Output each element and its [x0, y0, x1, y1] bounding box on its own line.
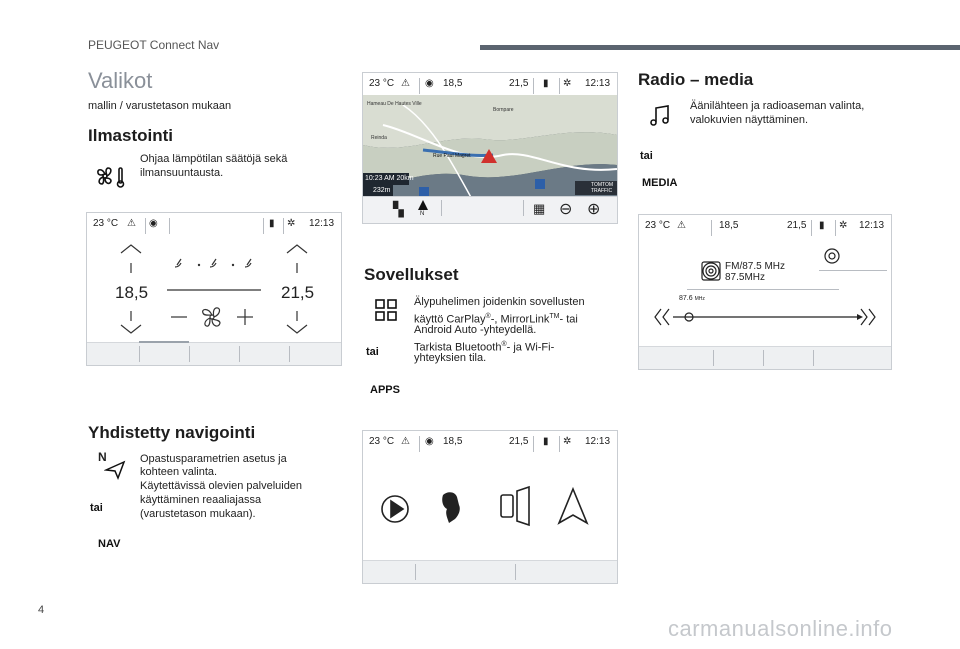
section-title-sovellukset: Sovellukset	[364, 265, 459, 284]
settings-icon: ✲	[839, 220, 848, 231]
dial-value: 87.6 MHz	[679, 295, 705, 302]
valikot-subtitle: mallin / varustetason mukaan	[88, 100, 232, 112]
nav-tai: tai	[90, 502, 103, 514]
warning-icon: ⚠	[677, 220, 686, 231]
clock: 12:13	[585, 78, 611, 89]
sov-tai: tai	[366, 346, 379, 358]
distance-box: 232m	[373, 187, 391, 194]
nav-line-1: Opastusparametrien asetus ja	[140, 453, 287, 465]
watermark: carmanualsonline.info	[668, 616, 893, 641]
right-temp[interactable]: 21,5	[281, 283, 315, 302]
status-bar	[363, 431, 617, 453]
map-place-4: Rue Paul Magret	[433, 153, 471, 159]
nav-line-5: (varustetason mukaan).	[140, 508, 256, 520]
clock: 12:13	[309, 218, 335, 229]
nav-line-2: kohteen valinta.	[140, 466, 218, 478]
running-header: PEUGEOT Connect Nav	[88, 38, 220, 52]
tuning-dial[interactable]	[639, 305, 891, 329]
header-bar	[480, 45, 960, 50]
outside-temp: 23 °C	[369, 436, 395, 447]
brand-line-1: TOMTOM	[591, 182, 614, 188]
station-frequency: 87.5MHz	[725, 272, 766, 283]
ilmastointi-desc-2: ilmansuuntausta.	[140, 167, 224, 179]
north-label: N	[420, 211, 425, 217]
station-name: FM/87.5 MHz	[725, 261, 786, 272]
radio-signal-icon	[701, 261, 721, 286]
zoom-in-icon[interactable]: ⊕	[587, 201, 601, 218]
bottom-tab-row[interactable]	[639, 346, 891, 369]
poi-icon[interactable]: ▦	[533, 201, 546, 216]
phone-icon: ▮	[269, 218, 275, 229]
outside-temp: 23 °C	[93, 218, 119, 229]
phone-icon: ▮	[543, 78, 549, 89]
apps-screen	[362, 430, 618, 584]
bottom-tab-row[interactable]	[87, 342, 341, 365]
phone-icon: ▮	[543, 436, 549, 447]
left-temp[interactable]: 18,5	[115, 283, 149, 302]
north-label: N	[98, 450, 107, 464]
brand-line-2: TRAFFIC	[591, 188, 613, 194]
zoom-out-icon[interactable]: ⊖	[559, 201, 573, 218]
warning-icon: ⚠	[401, 78, 410, 89]
sov-line-2: käyttö CarPlay®-, MirrorLink™- tai	[414, 313, 578, 326]
nav-line-4: käyttäminen reaaliajassa	[140, 494, 262, 506]
connectivity-icon: ◉	[149, 218, 158, 229]
connectivity-icon: ◉	[425, 78, 434, 89]
section-title-valikot: Valikot	[88, 68, 153, 93]
right-temp: 21,5	[509, 436, 529, 447]
left-temp: 18,5	[443, 436, 463, 447]
radio-line-2: valokuvien näyttäminen.	[690, 114, 809, 126]
time-box: 10:23 AM 20km	[365, 175, 414, 182]
music-note-icon	[648, 104, 672, 133]
favorite-station-icon[interactable]	[823, 247, 841, 270]
section-title-ilmastointi: Ilmastointi	[88, 126, 174, 145]
climate-icon	[92, 162, 128, 195]
right-temp: 21,5	[509, 78, 529, 89]
warning-icon: ⚠	[127, 218, 136, 229]
nav-line-3: Käytettävissä olevien palveluiden	[140, 480, 303, 492]
map-place-3: Reinda	[371, 135, 387, 141]
map-place-2: Bornpare	[493, 107, 514, 113]
map-toolbar	[363, 196, 617, 223]
outside-temp: 23 °C	[645, 220, 671, 231]
radio-tai: tai	[640, 150, 653, 162]
sov-line-4: Tarkista Bluetooth®- ja Wi-Fi-	[414, 341, 555, 354]
radio-screen	[638, 214, 892, 370]
status-bar	[363, 73, 617, 95]
map-screen	[362, 72, 618, 224]
section-title-navigointi: Yhdistetty navigointi	[88, 423, 256, 442]
sov-line-1: Älypuhelimen joidenkin sovellusten	[414, 296, 585, 308]
settings-icon: ✲	[563, 436, 572, 447]
map-place-1: Hameau De Hautes Ville	[367, 101, 422, 107]
connectivity-icon: ◉	[425, 436, 434, 447]
map-view[interactable]	[363, 95, 617, 201]
left-temp: 18,5	[719, 220, 739, 231]
section-title-radio: Radio – media	[638, 70, 754, 89]
flag-icon[interactable]: ▚	[393, 201, 404, 217]
nav-button[interactable]: NAV	[98, 538, 121, 550]
clock: 12:13	[585, 436, 611, 447]
navigation-arrow-icon	[104, 460, 126, 485]
apps-button[interactable]: APPS	[370, 384, 400, 396]
phone-icon: ▮	[819, 220, 825, 231]
settings-icon: ✲	[563, 78, 572, 89]
climate-screen	[86, 212, 342, 366]
warning-icon: ⚠	[401, 436, 410, 447]
sov-line-3: Android Auto -yhteydellä.	[414, 324, 537, 336]
left-temp: 18,5	[443, 78, 463, 89]
page-number: 4	[38, 604, 45, 616]
sov-line-5: yhteyksien tila.	[414, 352, 487, 364]
apps-icons[interactable]	[363, 453, 617, 561]
ilmastointi-desc-1: Ohjaa lämpötilan säätöjä sekä	[140, 153, 288, 165]
media-button[interactable]: MEDIA	[642, 177, 678, 189]
bottom-tab-row[interactable]	[363, 560, 617, 583]
apps-grid-icon	[374, 298, 398, 327]
status-bar	[87, 213, 341, 235]
right-temp: 21,5	[787, 220, 807, 231]
settings-icon: ✲	[287, 218, 296, 229]
radio-line-1: Äänilähteen ja radioaseman valinta,	[690, 100, 865, 112]
outside-temp: 23 °C	[369, 78, 395, 89]
status-bar	[639, 215, 891, 237]
clock: 12:13	[859, 220, 885, 231]
